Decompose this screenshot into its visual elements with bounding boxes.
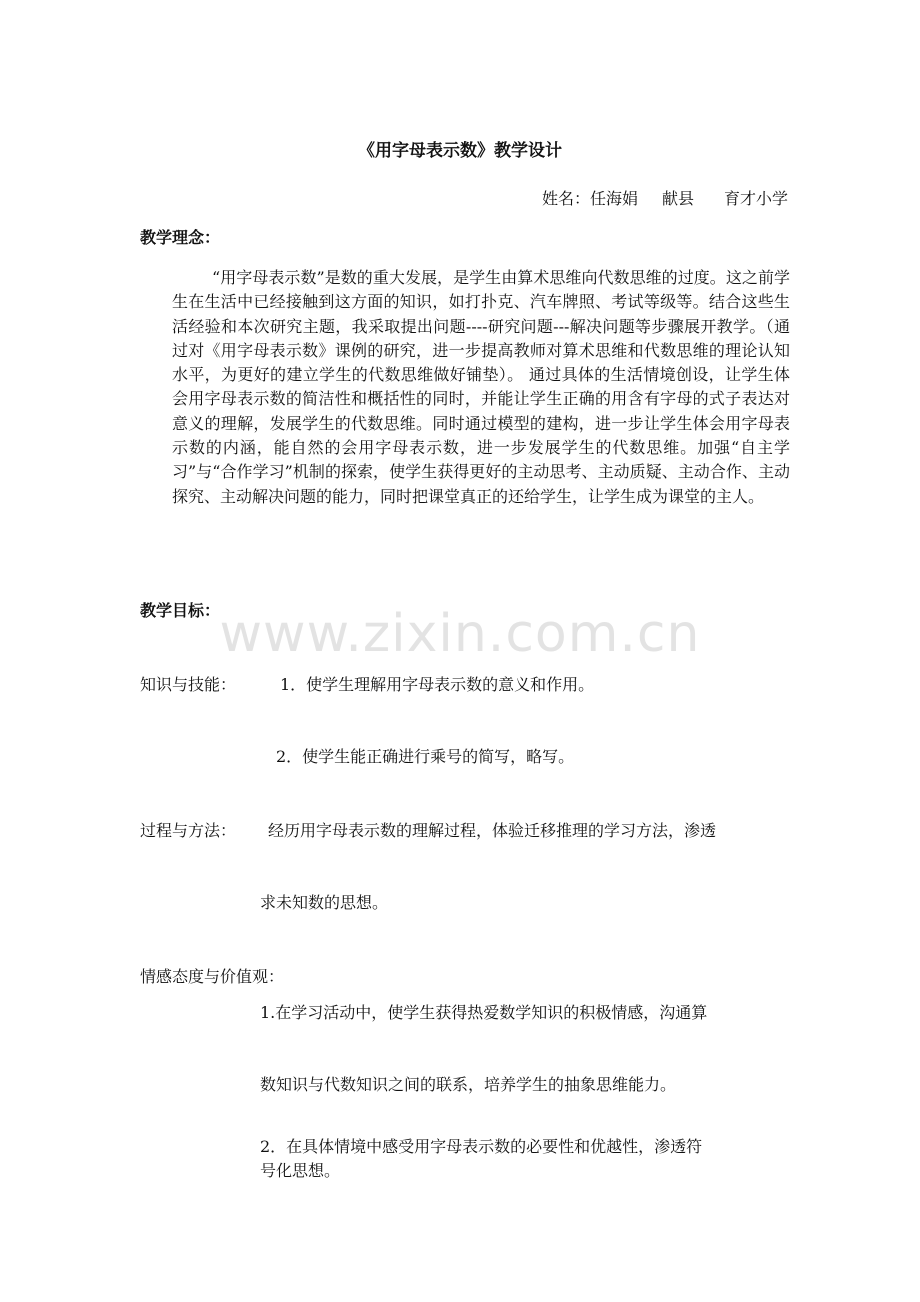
author-name: 姓名：任海娟	[541, 189, 638, 208]
emotion-value-label: 情感态度与价值观：	[140, 967, 285, 986]
section-heading-teaching-idea: 教学理念：	[140, 228, 221, 247]
process-method-label: 过程与方法：	[140, 821, 237, 840]
author-line	[542, 186, 788, 209]
teaching-idea-paragraph: “用字母表示数”是数的重大发展，是学生由算术思维向代数思维的过度。这之前学生在生活中已经接触到这方面的知识，如打扑克、汽车牌照、考试等级等。结合这些生活经验和本次研究主题，我采取提出问题----研究问题---解决问题等步骤展开教学。（通过对《用字母表示数》课例的研究，进一步提高教师对算术思维和代数思维的理论认知水平，为更好的建立学生的代数思维做好铺垫）。 通过具体的生活情境创设，让学生体会用字母表示数的简洁性和概括性的同时，并能让学生正确的用含有字母的式子表达对意义的理解，发展学生的代数思维。同时通过模型的建构，进一步让学生体会用字母表示数的内涵，能自然的会用字母表示数，进一步发展学生的代数思维。加强“自主学习”与“合作学习”机制的探索，使学生获得更好的主动思考、主动质疑、主动合作、主动探究、主动解决问题的能力，同时把课堂真正的还给学生，让学生成为课堂的主人。	[172, 268, 790, 506]
author-school: 育才小学	[723, 189, 788, 208]
knowledge-goal-1: 1．使学生理解用字母表示数的意义和作用。	[280, 675, 595, 694]
document-title: 《用字母表示数》教学设计	[358, 141, 562, 161]
process-goal-line-1: 经历用字母表示数的理解过程，体验迁移推理的学习方法，渗透	[268, 821, 717, 840]
emotion-goal-1-line-1: 1.在学习活动中，使学生获得热爱数学知识的积极情感，沟通算	[260, 1003, 708, 1022]
knowledge-skill-label: 知识与技能：	[140, 675, 237, 694]
knowledge-goal-2: 2．使学生能正确进行乘号的简写，略写。	[276, 747, 575, 766]
section-heading-teaching-goals: 教学目标：	[140, 601, 221, 620]
emotion-goal-2-line-2: 号化思想。	[260, 1161, 341, 1180]
emotion-goal-2-line-1: 2．在具体情境中感受用字母表示数的必要性和优越性，渗透符	[260, 1137, 703, 1156]
author-county: 献县	[661, 189, 694, 208]
process-goal-line-2: 求未知数的思想。	[260, 893, 389, 912]
emotion-goal-1-line-2: 数知识与代数知识之间的联系，培养学生的抽象思维能力。	[260, 1075, 677, 1094]
watermark: www.zixin.com.cn	[219, 604, 701, 664]
